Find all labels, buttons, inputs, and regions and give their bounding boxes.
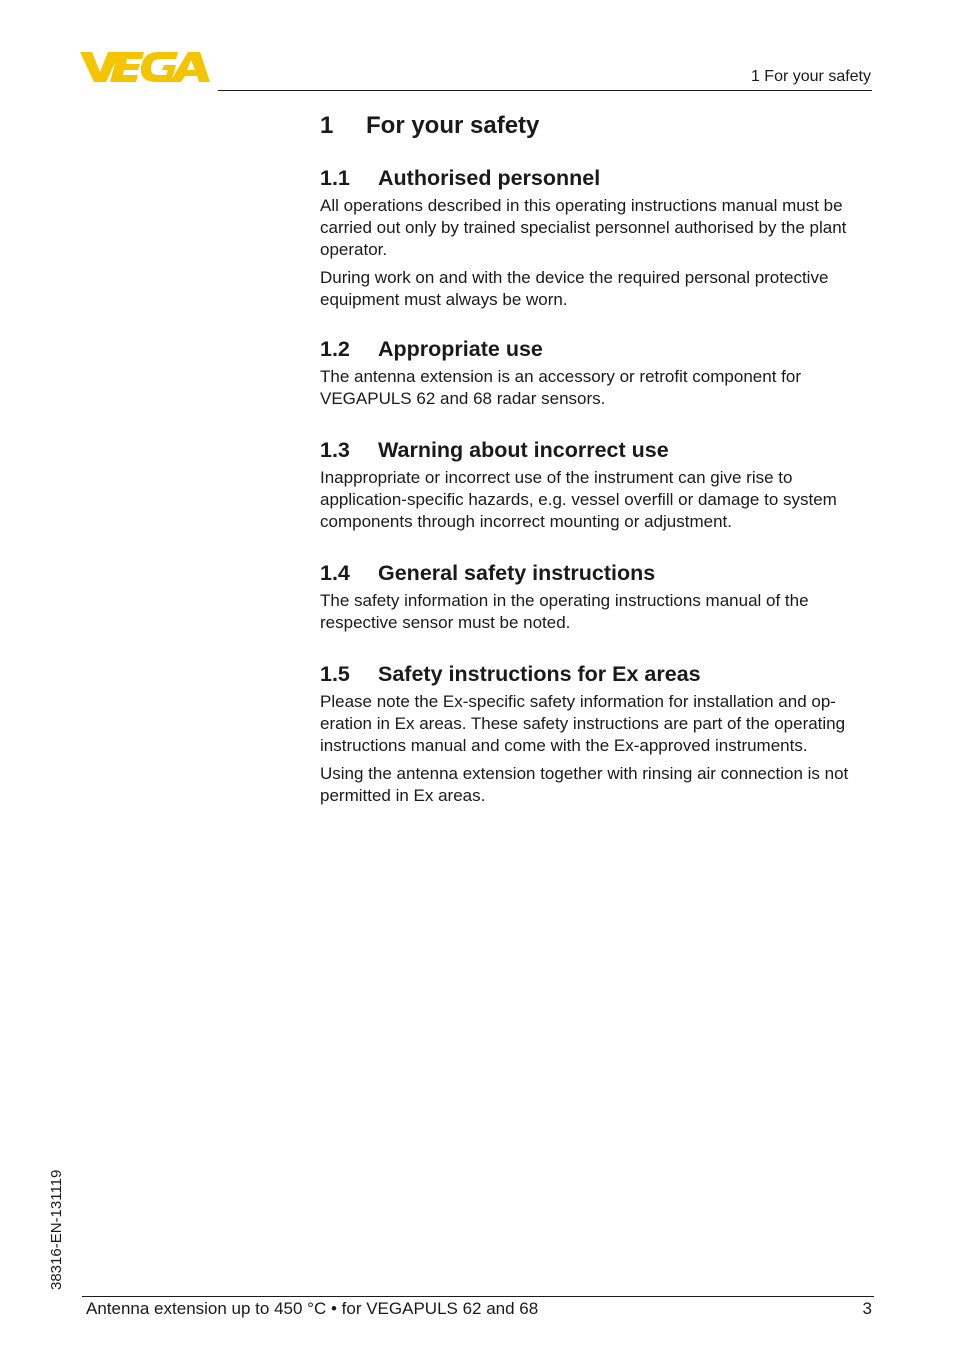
vega-logo <box>80 50 212 84</box>
footer-rule <box>82 1296 874 1297</box>
running-head: 1 For your safety <box>750 68 871 85</box>
section-title: Safety instructions for Ex areas <box>378 662 701 686</box>
paragraph: The safety information in the operating instructions manual of the respective sensor must be noted. <box>320 591 809 632</box>
document-id: 38316-EN-131119 <box>48 1169 65 1290</box>
section-title: General safety instructions <box>378 561 656 585</box>
section-appropriate-use <box>320 335 876 410</box>
section-number: 1.3 <box>320 438 350 462</box>
section-number: 1.2 <box>320 337 350 361</box>
section-authorised-personnel <box>320 164 876 311</box>
paragraph: The antenna extension is an accessory or retrofit component for VEGAPULS 62 and 68 radar sensors. <box>320 367 801 408</box>
section-number: 1.4 <box>320 561 350 585</box>
section-ex-areas <box>320 660 876 807</box>
section-heading <box>320 164 876 192</box>
section-heading <box>320 660 876 688</box>
chapter-number: 1 <box>320 112 334 139</box>
section-heading <box>320 436 876 464</box>
main-content <box>320 110 876 813</box>
footer-text: Antenna extension up to 450 °C • for VEGAPULS 62 and 68 <box>86 1299 539 1318</box>
section-warning-incorrect-use <box>320 436 876 533</box>
section-number: 1.5 <box>320 662 350 686</box>
chapter-heading <box>320 110 876 142</box>
page-number: 3 <box>862 1299 872 1318</box>
section-number: 1.1 <box>320 166 350 190</box>
section-title: Warning about incorrect use <box>378 438 669 462</box>
section-title: Appropriate use <box>378 337 543 361</box>
paragraph: Inappropriate or incorrect use of the instrument can give rise to application-specific hazards, e.g. vessel overfill or damage to system components through incorrect mounting or adjustment. <box>320 468 837 531</box>
paragraph: Please note the Ex-specific safety information for installation and op-eration in Ex areas. These safety instructions are part of the operating instructions manual and come with the Ex-approved instruments. <box>320 692 846 755</box>
paragraph: During work on and with the device the required personal protective equipment must always be worn. <box>320 268 829 309</box>
header-rule <box>218 90 872 91</box>
paragraph: Using the antenna extension together with rinsing air connection is not permitted in Ex areas. <box>320 764 849 805</box>
section-heading <box>320 559 876 587</box>
chapter-title: For your safety <box>366 112 540 139</box>
section-heading <box>320 335 876 363</box>
paragraph: All operations described in this operating instructions manual must be carried out only by trained specialist personnel authorised by the plant operator. <box>320 196 847 259</box>
section-title: Authorised personnel <box>378 166 601 190</box>
section-general-safety <box>320 559 876 634</box>
